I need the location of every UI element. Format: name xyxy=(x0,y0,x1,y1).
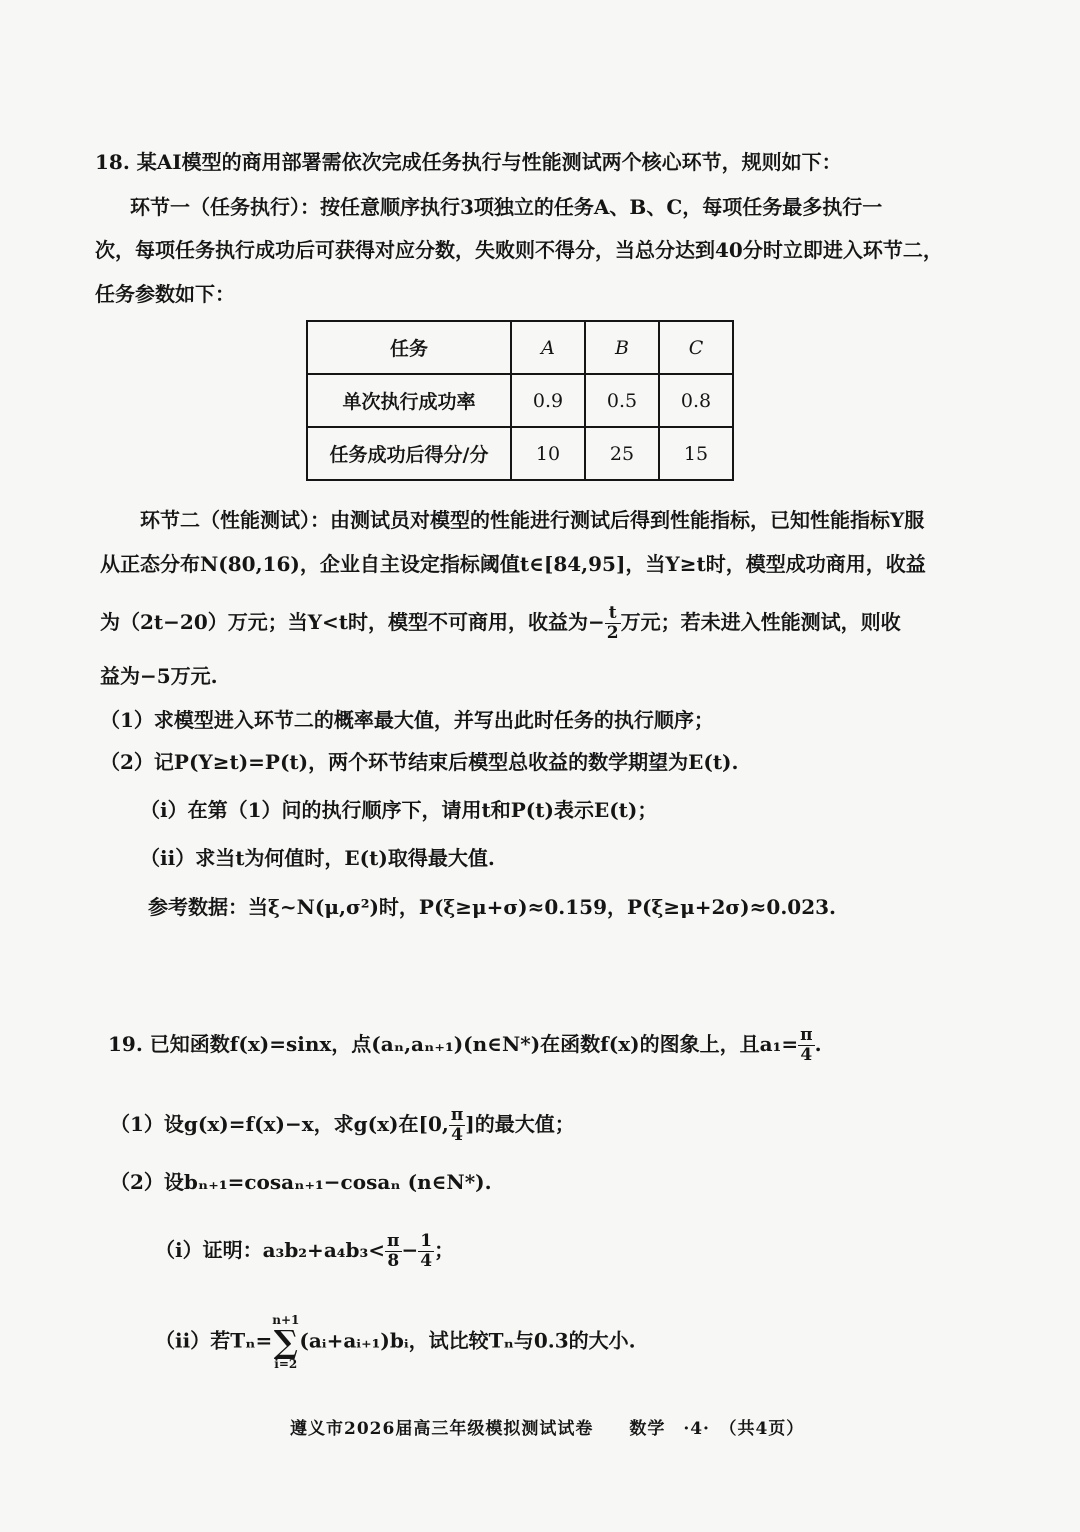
q19-part2: （2）设bₙ₊₁=cosaₙ₊₁−cosaₙ (n∈N*). xyxy=(110,1170,492,1194)
q19-part2-ii: （ii）若Tₙ= n+1 ∑ i=2 (aᵢ+aᵢ₊₁)bᵢ，试比较Tₙ与0.3的大小. xyxy=(155,1313,636,1371)
table-cell: 15 xyxy=(659,427,733,480)
q18-reference-data: 参考数据：当ξ~N(μ,σ²)时，P(ξ≥μ+σ)≈0.159，P(ξ≥μ+2σ)≈0.023. xyxy=(148,895,836,919)
fraction-pi-over-4: $\frac{\pi}{4}$ xyxy=(800,1025,813,1065)
q18-part2-ii: （ii）求当t为何值时，E(t)取得最大值. xyxy=(140,846,495,870)
table-row xyxy=(307,374,733,427)
fraction-t-over-2: $\frac{t}{2}$ xyxy=(606,603,619,643)
table-cell: 0.9 xyxy=(511,374,585,427)
q18-stage1-line1: 环节一（任务执行）：按任意顺序执行3项独立的任务A、B、C，每项任务最多执行一 xyxy=(130,195,883,219)
table-cell: 单次执行成功率 xyxy=(307,374,511,427)
task-parameters-table xyxy=(306,320,734,481)
q18-stage1-line3: 任务参数如下： xyxy=(95,282,235,306)
q18-stage2-line2: 从正态分布N(80,16)，企业自主设定指标阈值t∈[84,95]，当Y≥t时，模型成功商用，收益 xyxy=(100,552,926,576)
page-footer: 遵义市2026届高三年级模拟测试试卷 数学 ·4· （共4页） xyxy=(290,1419,805,1439)
q18-stage2-line4: 益为−5万元. xyxy=(100,664,218,688)
q18-stage1-line2: 次，每项任务执行成功后可获得对应分数，失败则不得分，当总分达到40分时立即进入环节二， xyxy=(95,238,943,262)
fraction-1-over-4: $\frac{1}{4}$ xyxy=(420,1231,433,1271)
table-cell: 25 xyxy=(585,427,659,480)
q18-part1: （1）求模型进入环节二的概率最大值，并写出此时任务的执行顺序； xyxy=(100,708,714,732)
table-header-cell: C xyxy=(659,321,733,374)
q18-title: 18. 某AI模型的商用部署需依次完成任务执行与性能测试两个核心环节，规则如下： xyxy=(95,150,842,174)
q18-stage2-line1: 环节二（性能测试）：由测试员对模型的性能进行测试后得到性能指标，已知性能指标Y服 xyxy=(140,508,925,532)
q18-part2-i: （i）在第（1）问的执行顺序下，请用t和P(t)表示E(t)； xyxy=(140,798,658,822)
table-header-cell: B xyxy=(585,321,659,374)
fraction-pi-over-8: $\frac{\pi}{8}$ xyxy=(387,1231,400,1271)
table-cell: 0.5 xyxy=(585,374,659,427)
q19-part2-i: （i）证明：a₃b₂+a₄b₃< $\frac{\pi}{8}$ − $\frac{1}{4}$ ； xyxy=(155,1231,455,1271)
table-header-cell: 任务 xyxy=(307,321,511,374)
fraction-pi-over-4: $\frac{\pi}{4}$ xyxy=(450,1105,464,1145)
q19-part1: （1）设g(x)=f(x)−x，求g(x)在[0, $\frac{\pi}{4}$ ]的最大值； xyxy=(110,1105,575,1145)
q18-stage2-line3: 为（2t−20）万元；当Y<t时，模型不可商用，收益为− $\frac{t}{2}$ 万元；若未进入性能测试，则收 xyxy=(100,603,901,643)
table-header-cell: A xyxy=(511,321,585,374)
table-cell: 10 xyxy=(511,427,585,480)
summation-symbol: n+1 ∑ i=2 xyxy=(272,1313,300,1371)
q18-part2: （2）记P(Y≥t)=P(t)，两个环节结束后模型总收益的数学期望为E(t). xyxy=(100,750,739,774)
table-row xyxy=(307,427,733,480)
table-cell: 任务成功后得分/分 xyxy=(307,427,511,480)
table-header-row xyxy=(307,321,733,374)
table-cell: 0.8 xyxy=(659,374,733,427)
q19-title: 19. 已知函数f(x)=sinx，点(aₙ,aₙ₊₁)(n∈N*)在函数f(x)的图象上，且a₁= $\frac{\pi}{4}$ . xyxy=(108,1025,822,1065)
